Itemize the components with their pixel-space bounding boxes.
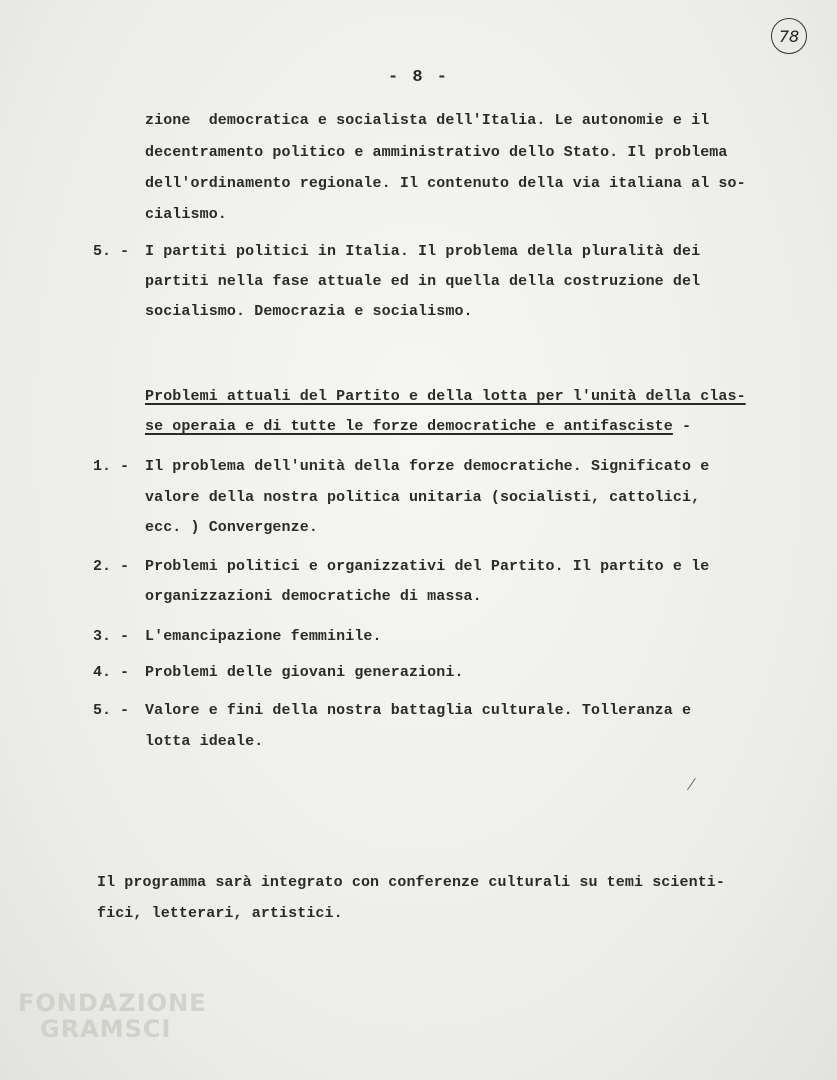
intro-line: cialismo. <box>145 206 227 223</box>
closing-line: Il programma sarà integrato con conferenze culturali su temi scienti- <box>97 874 726 891</box>
section-heading-line <box>145 418 691 435</box>
item-number: 2. - <box>93 558 130 575</box>
item-line: organizzazioni democratiche di massa. <box>145 588 482 605</box>
item-number: 4. - <box>93 664 130 681</box>
item-line: Valore e fini della nostra battaglia culturale. Tolleranza e <box>145 702 692 719</box>
item-line: ecc. ) Convergenze. <box>145 519 318 536</box>
closing-line: fici, letterari, artistici. <box>97 905 343 922</box>
foundation-watermark <box>18 990 207 1042</box>
section-heading-suffix: - <box>672 418 692 435</box>
item-line: lotta ideale. <box>145 733 264 750</box>
item-line: valore della nostra politica unitaria (socialisti, cattolici, <box>145 489 701 506</box>
item-number: 3. - <box>93 628 130 645</box>
pencil-mark <box>687 778 704 796</box>
page-number: - 8 - <box>387 68 449 87</box>
watermark-line: GRAMSCI <box>40 1015 172 1043</box>
item-line: Problemi politici e organizzativi del Partito. Il partito e le <box>145 558 710 575</box>
section-heading-line: Problemi attuali del Partito e della lotta per l'unità della clas- <box>145 388 746 405</box>
intro-line: zione democratica e socialista dell'Italia. Le autonomie e il <box>145 112 710 129</box>
item-line: socialismo. Democrazia e socialismo. <box>145 303 473 320</box>
item-number: 5. - <box>93 243 130 260</box>
intro-line: dell'ordinamento regionale. Il contenuto della via italiana al so- <box>145 175 746 192</box>
item-line: I partiti politici in Italia. Il problema della pluralità dei <box>145 243 701 260</box>
item-number: 5. - <box>93 702 130 719</box>
intro-line: decentramento politico e amministrativo dello Stato. Il problema <box>145 144 728 161</box>
section-heading-text: se operaia e di tutte le forze democratiche e antifasciste <box>145 418 673 435</box>
item-line: L'emancipazione femminile. <box>145 628 382 645</box>
item-line: partiti nella fase attuale ed in quella della costruzione del <box>145 273 701 290</box>
item-number: 1. - <box>93 458 130 475</box>
item-line: Il problema dell'unità della forze democratiche. Significato e <box>145 458 710 475</box>
watermark-line: FONDAZIONE <box>18 989 207 1017</box>
item-line: Problemi delle giovani generazioni. <box>145 664 464 681</box>
archive-number-stamp: 78 <box>771 18 807 54</box>
